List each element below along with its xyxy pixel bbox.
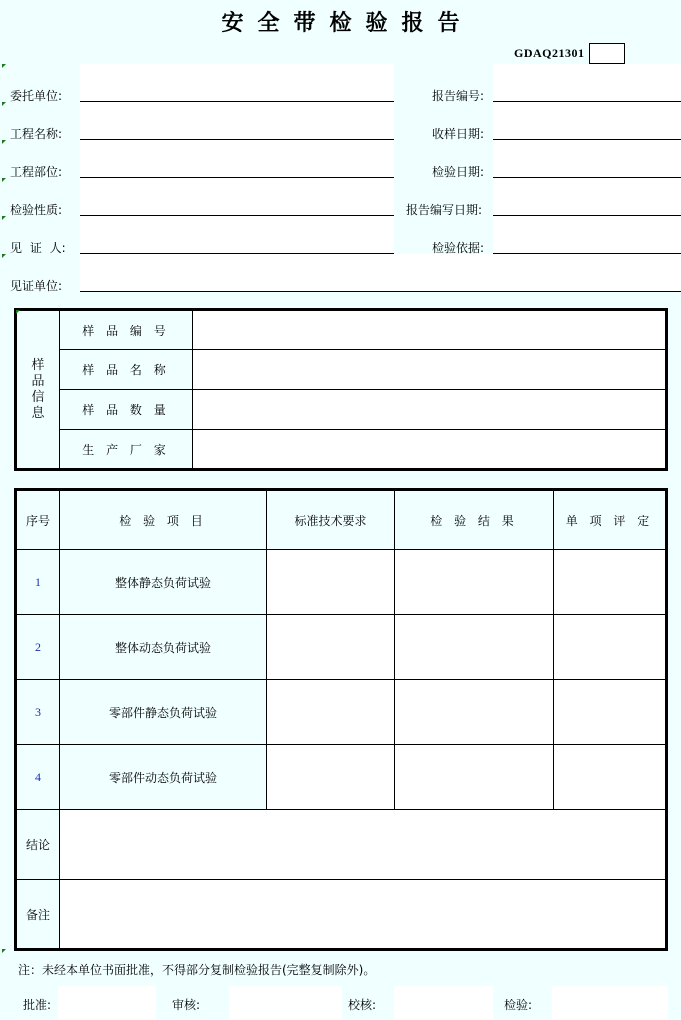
left-fields-input-area xyxy=(80,64,394,254)
label-review: 审核: xyxy=(172,998,201,1012)
header-rating: 单 项 评 定 xyxy=(554,490,667,550)
report-number-field[interactable] xyxy=(493,101,681,102)
row-requirement-field[interactable] xyxy=(267,680,395,745)
test-results-table xyxy=(14,488,668,951)
inspection-basis-field[interactable] xyxy=(493,253,681,254)
right-fields-input-area xyxy=(493,64,681,254)
row-rating-field[interactable] xyxy=(554,680,667,745)
label-approve: 批准: xyxy=(23,998,52,1012)
row-requirement-field[interactable] xyxy=(267,745,395,810)
sample-name-field[interactable] xyxy=(193,350,667,390)
conclusion-row xyxy=(16,810,667,880)
conclusion-label: 结论 xyxy=(16,810,60,880)
header-seq: 序号 xyxy=(16,490,60,550)
sample-number-field[interactable] xyxy=(193,310,667,350)
row-requirement-field[interactable] xyxy=(267,615,395,680)
witness-unit-field[interactable] xyxy=(80,291,681,292)
comment-marker-icon xyxy=(2,102,6,106)
row-item: 整体动态负荷试验 xyxy=(60,615,267,680)
sample-quantity-field[interactable] xyxy=(193,390,667,430)
comment-marker-icon xyxy=(2,140,6,144)
table-row xyxy=(16,745,667,810)
receive-date-field[interactable] xyxy=(493,139,681,140)
group-char: 息 xyxy=(31,405,45,421)
header-requirement: 标准技术要求 xyxy=(267,490,395,550)
label-project-name: 工程名称: xyxy=(10,127,63,141)
row-item: 整体静态负荷试验 xyxy=(60,550,267,615)
label-client-unit: 委托单位: xyxy=(10,89,63,103)
header-result: 检 验 结 果 xyxy=(395,490,554,550)
comment-marker-icon xyxy=(2,254,6,258)
conclusion-field[interactable] xyxy=(60,810,667,880)
sample-info-group-label xyxy=(16,310,60,470)
approve-signature-field[interactable] xyxy=(58,986,156,1020)
row-result-field[interactable] xyxy=(395,680,554,745)
label-inspection-nature: 检验性质: xyxy=(10,203,63,217)
witness-unit-input-area xyxy=(80,254,681,292)
label-project-part: 工程部位: xyxy=(10,165,63,179)
comment-marker-icon xyxy=(2,64,6,68)
label-sample-number: 样 品 编 号 xyxy=(60,310,193,350)
form-code: GDAQ21301 xyxy=(514,46,585,60)
label-manufacturer: 生 产 厂 家 xyxy=(60,430,193,470)
table-row xyxy=(16,680,667,745)
row-rating-field[interactable] xyxy=(554,745,667,810)
table-row xyxy=(16,550,667,615)
group-char: 品 xyxy=(31,373,45,389)
label-sample-name: 样 品 名 称 xyxy=(60,350,193,390)
report-title: 安全带检验报告 xyxy=(221,10,474,36)
remarks-label: 备注 xyxy=(16,880,60,950)
row-rating-field[interactable] xyxy=(554,550,667,615)
inspection-nature-field[interactable] xyxy=(80,215,394,216)
client-unit-field[interactable] xyxy=(80,101,394,102)
project-part-field[interactable] xyxy=(80,177,394,178)
comment-marker-icon xyxy=(16,310,20,314)
inspect-signature-field[interactable] xyxy=(552,986,668,1020)
label-report-number: 报告编号: xyxy=(432,89,485,103)
label-witness: 见 证 人: xyxy=(10,241,66,255)
remarks-row xyxy=(16,880,667,950)
row-number: 4 xyxy=(16,745,60,810)
sample-info-table xyxy=(14,308,668,471)
manufacturer-field[interactable] xyxy=(193,430,667,470)
table-header-row xyxy=(16,490,667,550)
group-char: 样 xyxy=(31,357,45,373)
row-result-field[interactable] xyxy=(395,745,554,810)
remarks-field[interactable] xyxy=(60,880,667,950)
inspection-date-field[interactable] xyxy=(493,177,681,178)
row-item: 零部件动态负荷试验 xyxy=(60,745,267,810)
row-result-field[interactable] xyxy=(395,550,554,615)
row-number: 3 xyxy=(16,680,60,745)
label-receive-date: 收样日期: xyxy=(432,127,485,141)
header-item: 检 验 项 目 xyxy=(60,490,267,550)
label-check: 校核: xyxy=(348,998,377,1012)
label-inspection-basis: 检验依据: xyxy=(432,241,485,255)
label-sample-quantity: 样 品 数 量 xyxy=(60,390,193,430)
row-number: 1 xyxy=(16,550,60,615)
row-result-field[interactable] xyxy=(395,615,554,680)
label-report-write-date: 报告编写日期: xyxy=(406,203,483,217)
review-signature-field[interactable] xyxy=(229,986,342,1020)
comment-marker-icon xyxy=(2,949,6,953)
comment-marker-icon xyxy=(2,178,6,182)
group-char: 信 xyxy=(31,389,45,405)
row-number: 2 xyxy=(16,615,60,680)
table-row xyxy=(16,615,667,680)
witness-field[interactable] xyxy=(80,253,394,254)
row-item: 零部件静态负荷试验 xyxy=(60,680,267,745)
row-rating-field[interactable] xyxy=(554,615,667,680)
label-witness-unit: 见证单位: xyxy=(10,279,63,293)
comment-marker-icon xyxy=(2,216,6,220)
form-code-box[interactable] xyxy=(589,43,625,64)
report-write-date-field[interactable] xyxy=(493,215,681,216)
label-inspect: 检验: xyxy=(504,998,533,1012)
check-signature-field[interactable] xyxy=(394,986,493,1020)
row-requirement-field[interactable] xyxy=(267,550,395,615)
footer-note: 注：未经本单位书面批准，不得部分复制检验报告(完整复制除外)。 xyxy=(18,963,376,977)
project-name-field[interactable] xyxy=(80,139,394,140)
label-inspection-date: 检验日期: xyxy=(432,165,485,179)
